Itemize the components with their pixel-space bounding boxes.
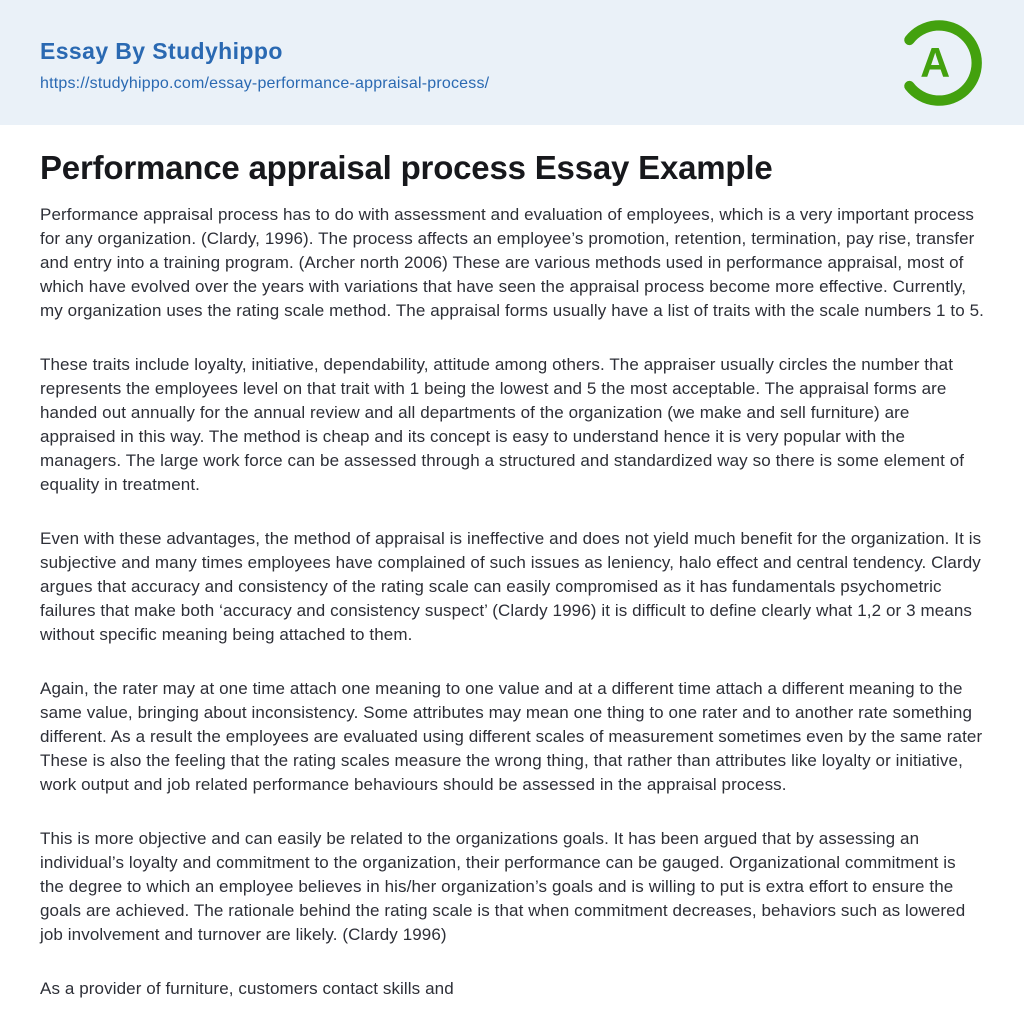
essay-content <box>0 125 1024 1001</box>
essay-paragraph: Even with these advantages, the method of appraisal is ineffective and does not yield much benefit for the organization. It is subjective and many times employees have complained of such issues as leniency, halo effect and central tendency. Clardy argues that accuracy and consistency of the rating scale can easily compromised as it has fundamentals psychometric failures that make both ‘accuracy and consistency suspect’ (Clardy 1996) it is difficult to define clearly what 1,2 or 3 means without specific meaning being attached to them. <box>40 529 982 644</box>
essay-paragraph: As a provider of furniture, customers contact skills and <box>40 979 454 998</box>
studyhippo-logo-icon <box>892 16 986 110</box>
source-url-link[interactable]: https://studyhippo.com/essay-performance-appraisal-process/ <box>40 75 490 92</box>
page-title: Performance appraisal process Essay Example <box>40 149 773 186</box>
site-name: Essay By Studyhippo <box>40 38 283 64</box>
essay-paragraph: This is more objective and can easily be related to the organizations goals. It has been argued that by assessing an individual’s loyalty and commitment to the organization, their performance can be gauged. Organizational commitment is the degree to which an employee believes in his/her organization’s goals and is willing to put is extra effort to ensure the goals are achieved. The rationale behind the rating scale is that when commitment decreases, behaviors such as lowered job involvement and turnover are likely. (Clardy 1996) <box>40 829 966 944</box>
essay-paragraph: Again, the rater may at one time attach one meaning to one value and at a different time attach a different meaning to the same value, bringing about inconsistency. Some attributes may mean one thing to one rater and to another rate something different. As a result the employees are evaluated using different scales of measurement sometimes even by the same rater These is also the feeling that the rating scales measure the wrong thing, that rather than attributes like loyalty or initiative, work output and job related performance behaviours should be assessed in the appraisal process. <box>40 679 983 794</box>
site-header-text <box>40 32 489 93</box>
site-header <box>0 0 1024 125</box>
logo-letter: A <box>920 39 951 86</box>
essay-paragraph: These traits include loyalty, initiative, dependability, attitude among others. The appraiser usually circles the number that represents the employees level on that trait with 1 being the lowest and 5 the most acceptable. The appraisal forms are handed out annually for the annual review and all departments of the organization (we make and sell furniture) are appraised in this way. The method is cheap and its concept is easy to understand hence it is very popular with the managers. The large work force can be assessed through a structured and standardized way so there is some element of equality in treatment. <box>40 355 965 494</box>
essay-paragraph: Performance appraisal process has to do with assessment and evaluation of employees, which is a very important process for any organization. (Clardy, 1996). The process affects an employee’s promotion, retention, termination, pay rise, transfer and entry into a training program. (Archer north 2006) These are various methods used in performance appraisal, most of which have evolved over the years with variations that have seen the appraisal process become more effective. Currently, my organization uses the rating scale method. The appraisal forms usually have a list of traits with the scale numbers 1 to 5. <box>40 205 984 320</box>
essay-body <box>40 203 984 1001</box>
